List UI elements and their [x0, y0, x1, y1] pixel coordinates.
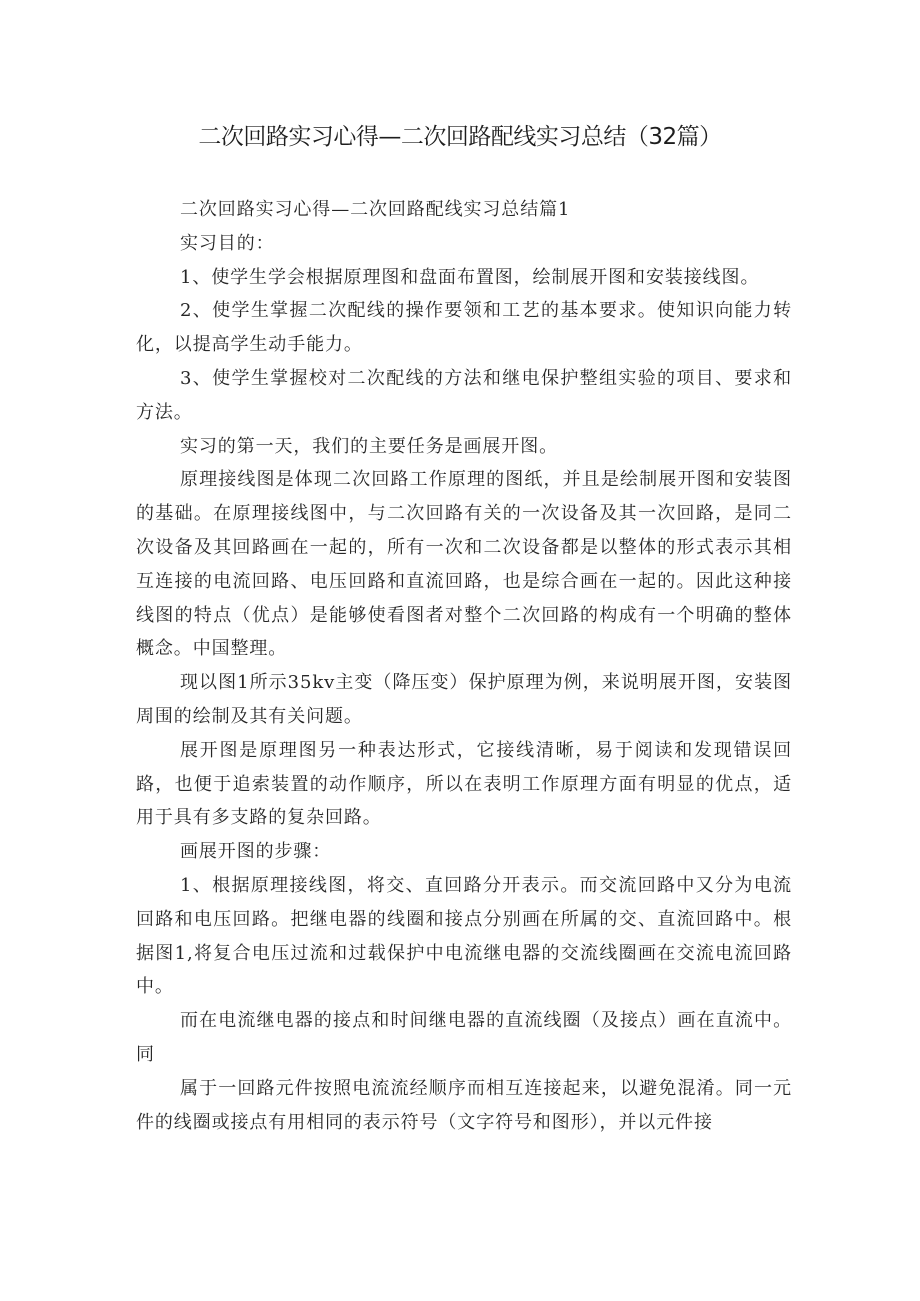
- paragraph: 1、根据原理接线图，将交、直回路分开表示。而交流回路中又分为电流回路和电压回路。把继电器的线圈和接点分别画在所属的交、直流回路中。根据图1,将复合电压过流和过载保护中电流继电器的交流线圈画在交流电流回路中。: [136, 874, 792, 998]
- section-heading: 二次回路实习心得—二次回路配线实习总结篇1: [180, 199, 571, 220]
- paragraph: 画展开图的步骤：: [180, 841, 332, 863]
- paragraph: 属于一回路元件按照电流流经顺序而相互连接起来，以避免混淆。同一元件的线圈或接点有用相同的表示符号（文字符号和图形），并以元件接: [136, 1077, 792, 1133]
- paragraph: 实习目的：: [180, 232, 275, 254]
- paragraph: 而在电流继电器的接点和时间继电器的直流线圈（及接点）画在直流中。同: [136, 1010, 792, 1065]
- paragraph: 现以图1所示35kv主变（降压变）保护原理为例，来说明展开图，安装图周围的绘制及其有关问题。: [136, 672, 792, 727]
- paragraph: 1、使学生学会根据原理图和盘面布置图，绘制展开图和安装接线图。: [180, 266, 760, 288]
- paragraph: 实习的第一天，我们的主要任务是画展开图。: [180, 435, 558, 457]
- paragraph: 展开图是原理图另一种表达形式，它接线清晰，易于阅读和发现错误回路，也便于追索装置的动作顺序，所以在表明工作原理方面有明显的优点，适用于具有多支路的复杂回路。: [136, 739, 792, 829]
- paragraph: 2、使学生掌握二次配线的操作要领和工艺的基本要求。使知识向能力转化，以提高学生动手能力。: [136, 300, 792, 356]
- paragraph: 3、使学生掌握校对二次配线的方法和继电保护整组实验的项目、要求和方法。: [136, 367, 792, 423]
- document-body: [136, 193, 792, 1139]
- paragraph: 原理接线图是体现二次回路工作原理的图纸，并且是绘制展开图和安装图的基础。在原理接线图中，与二次回路有关的一次设备及其一次回路，是同二次设备及其回路画在一起的，所有一次和二次设备都是以整体的形式表示其相互连接的电流回路、电压回路和直流回路，也是综合画在一起的。因此这种接线图的特点（优点）是能够使看图者对整个二次回路的构成有一个明确的整体概念。中国整理。: [136, 469, 792, 660]
- document-title: 二次回路实习心得—二次回路配线实习总结（32篇）: [198, 124, 722, 150]
